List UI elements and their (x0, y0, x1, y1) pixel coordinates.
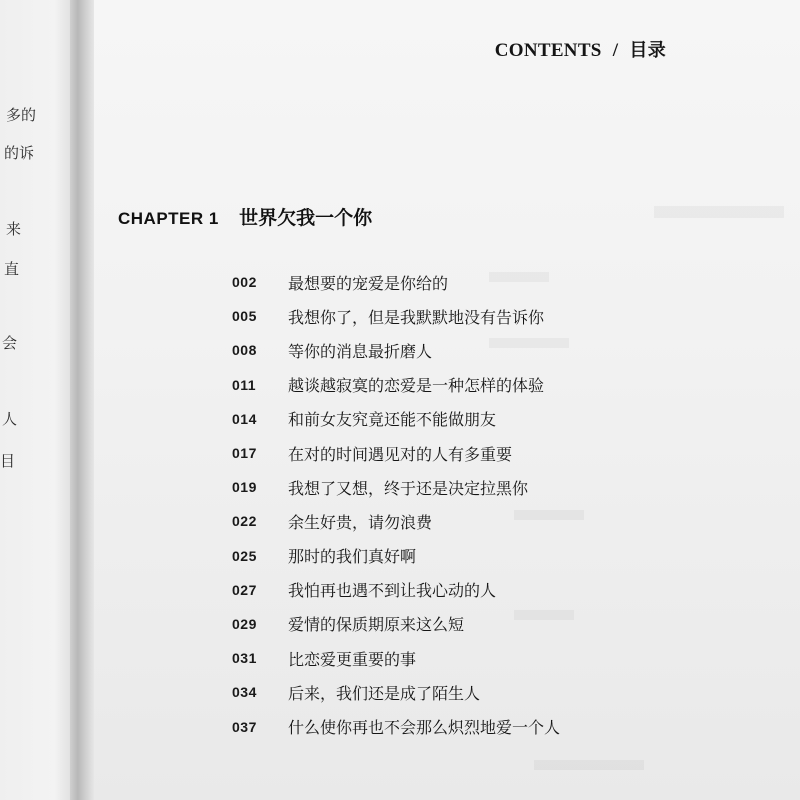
toc-entry-title: 比恋爱更重要的事 (288, 649, 417, 669)
toc-entry-title: 等你的消息最折磨人 (288, 341, 433, 361)
toc-entry-title: 余生好贵，请勿浪费 (288, 512, 433, 532)
contents-heading (495, 36, 666, 62)
toc-entry-title: 后来，我们还是成了陌生人 (288, 683, 481, 703)
contents-label: CONTENTS (494, 40, 602, 61)
toc-page-number: 027 (232, 581, 257, 598)
toc-page-number: 034 (232, 684, 257, 701)
toc-entry[interactable] (232, 470, 752, 504)
contents-cn-label: 目录 (629, 40, 666, 61)
left-fragment: 的诉 (4, 144, 35, 162)
toc-entry[interactable] (232, 299, 752, 333)
toc-entry[interactable] (232, 504, 752, 538)
left-fragment: 目 (0, 452, 16, 470)
toc-entry-title: 我想你了，但是我默默地没有告诉你 (288, 307, 545, 327)
toc-entry-title: 和前女友究竟还能不能做朋友 (288, 410, 497, 430)
left-fragment: 直 (4, 260, 20, 278)
toc-entry[interactable] (232, 675, 752, 709)
show-through-mark (654, 206, 784, 218)
chapter-label: CHAPTER 1 (118, 209, 219, 228)
left-fragment: 会 (2, 334, 18, 352)
toc-entry-title: 我想了又想，终于还是决定拉黑你 (288, 478, 529, 498)
left-fragment: 来 (6, 220, 22, 238)
left-fragment: 多的 (6, 106, 37, 124)
toc-page-number: 031 (232, 650, 257, 667)
toc-page-number: 029 (232, 615, 257, 632)
toc-entry[interactable] (232, 641, 752, 675)
left-page-text (0, 0, 40, 800)
toc-entry[interactable] (232, 436, 752, 470)
show-through-mark (534, 760, 644, 770)
toc-page-number: 025 (232, 547, 257, 564)
toc-entry-title: 爱情的保质期原来这么短 (288, 615, 465, 635)
toc-entry[interactable] (232, 333, 752, 367)
toc-page-number: 019 (232, 479, 257, 496)
toc-entry-title: 那时的我们真好啊 (288, 547, 417, 567)
toc-entry[interactable] (232, 265, 752, 299)
chapter-title: 世界欠我一个你 (239, 207, 373, 229)
book-gutter (70, 0, 96, 800)
toc-list (232, 265, 752, 744)
toc-page-number: 008 (232, 342, 257, 359)
toc-page-number: 022 (232, 513, 257, 530)
toc-page-number: 037 (232, 718, 257, 735)
toc-entry-title: 最想要的宠爱是你给的 (288, 273, 449, 293)
toc-entry-title: 在对的时间遇见对的人有多重要 (288, 444, 513, 464)
toc-entry-title: 什么使你再也不会那么炽烈地爱一个人 (288, 718, 561, 738)
toc-page-number: 011 (232, 376, 257, 393)
heading-separator: / (612, 40, 619, 61)
toc-entry-title: 越谈越寂寞的恋爱是一种怎样的体验 (288, 376, 545, 396)
contents-page (94, 0, 800, 800)
toc-page-number: 014 (232, 410, 257, 427)
toc-page-number: 017 (232, 445, 257, 462)
chapter-heading (118, 203, 372, 230)
toc-entry[interactable] (232, 368, 752, 402)
toc-entry[interactable] (232, 709, 752, 743)
left-fragment: 人 (2, 410, 18, 428)
toc-entry[interactable] (232, 573, 752, 607)
toc-entry-title: 我怕再也遇不到让我心动的人 (288, 581, 497, 601)
toc-page-number: 005 (232, 308, 257, 325)
toc-entry[interactable] (232, 539, 752, 573)
toc-entry[interactable] (232, 607, 752, 641)
toc-page-number: 002 (232, 274, 257, 291)
toc-entry[interactable] (232, 402, 752, 436)
left-page (0, 0, 78, 800)
